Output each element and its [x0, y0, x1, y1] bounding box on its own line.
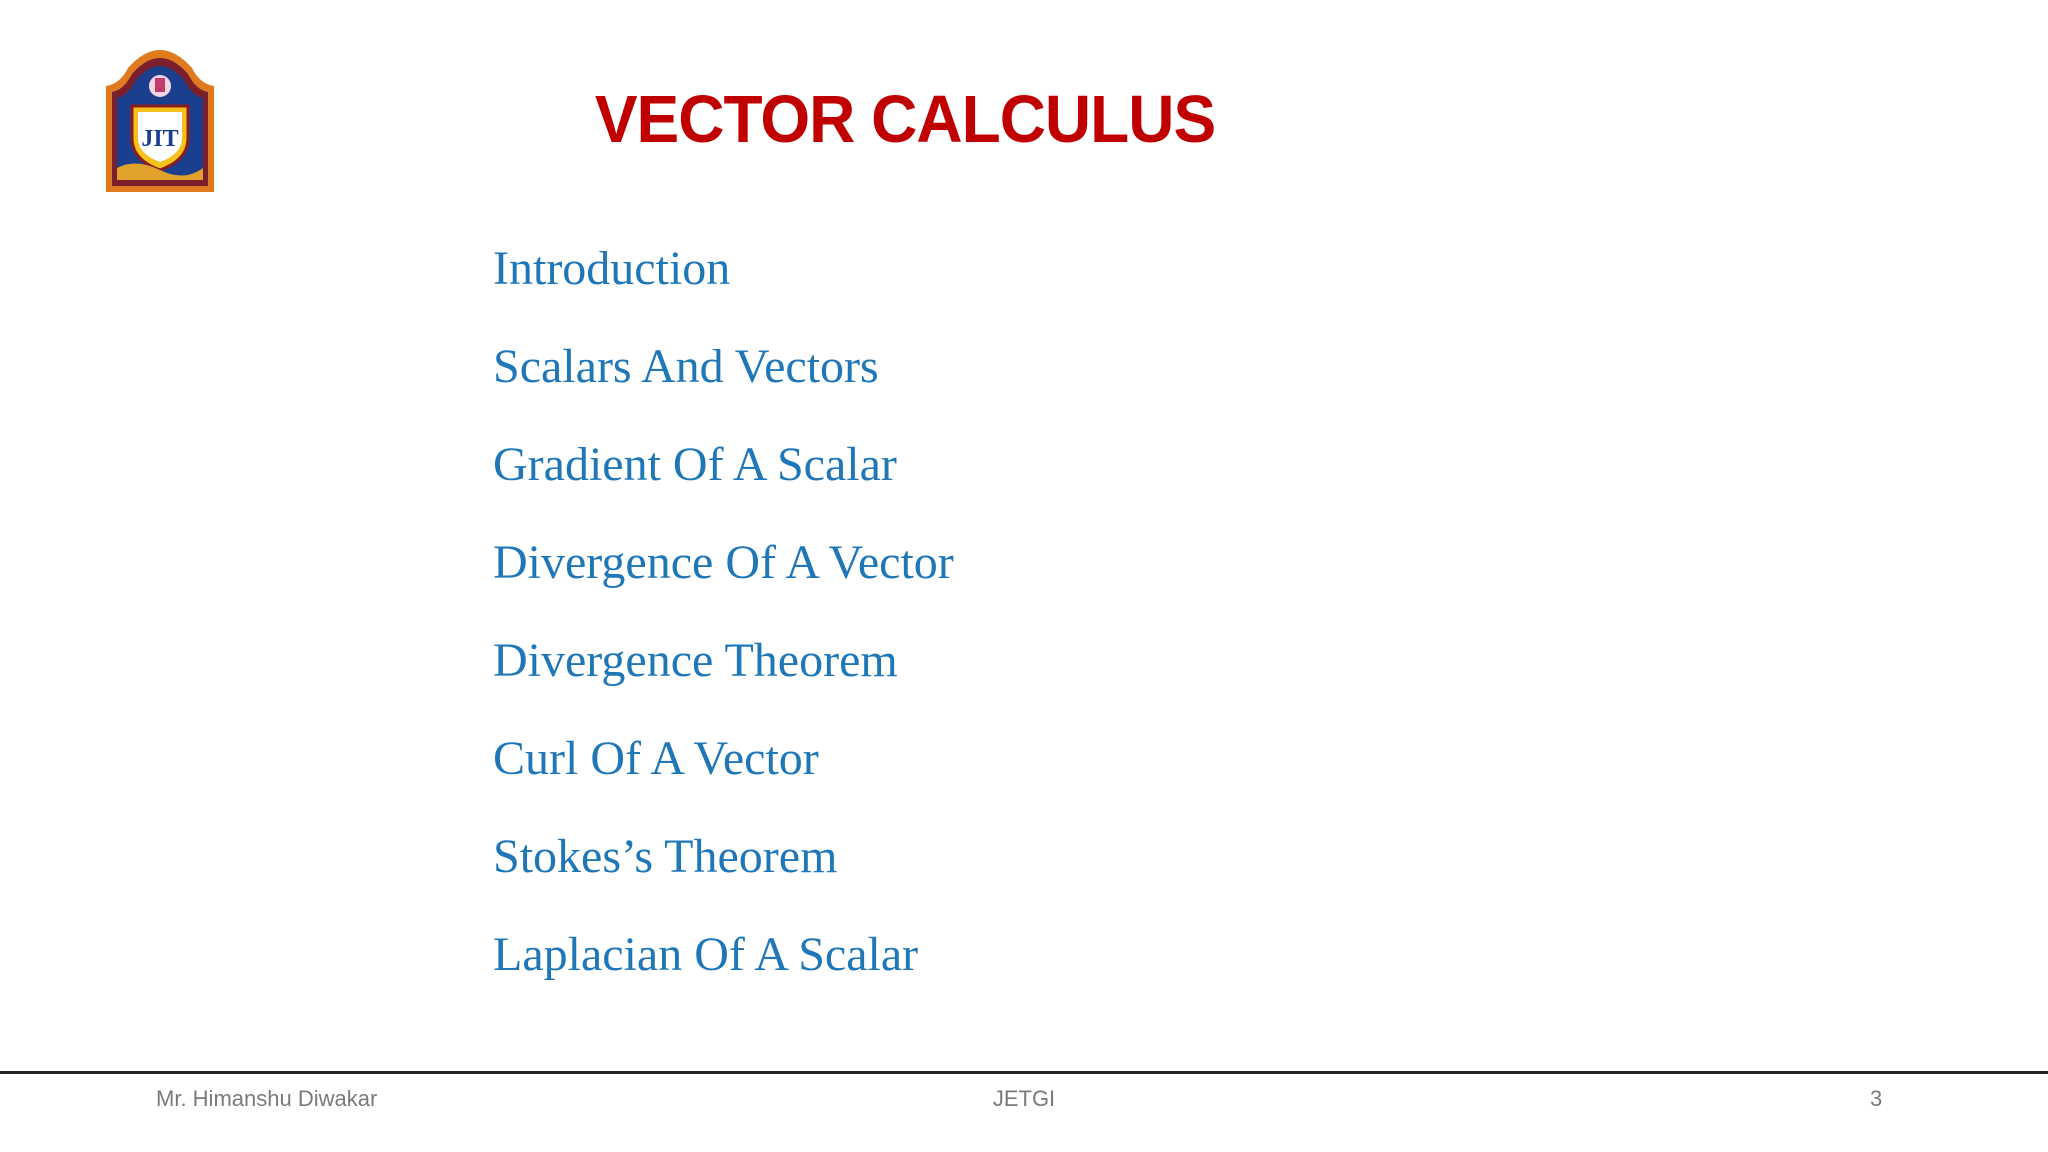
slide-title: VECTOR CALCULUS	[594, 81, 1216, 157]
footer-author: Mr. Himanshu Diwakar	[156, 1086, 378, 1111]
list-item: Stokes’s Theorem	[493, 830, 838, 883]
page-number: 3	[1870, 1086, 1883, 1111]
footer-divider	[0, 1071, 2048, 1074]
topic-list	[493, 236, 954, 1020]
list-item: Introduction	[493, 242, 731, 295]
list-item: Divergence Theorem	[493, 634, 898, 687]
footer-organization: JETGI	[992, 1086, 1056, 1111]
list-item: Scalars And Vectors	[493, 340, 879, 393]
list-item: Laplacian Of A Scalar	[493, 928, 919, 981]
list-item: Divergence Of A Vector	[493, 536, 954, 589]
list-item: Curl Of A Vector	[493, 732, 819, 785]
svg-text:JIT: JIT	[141, 126, 179, 152]
list-item: Gradient Of A Scalar	[493, 438, 897, 491]
